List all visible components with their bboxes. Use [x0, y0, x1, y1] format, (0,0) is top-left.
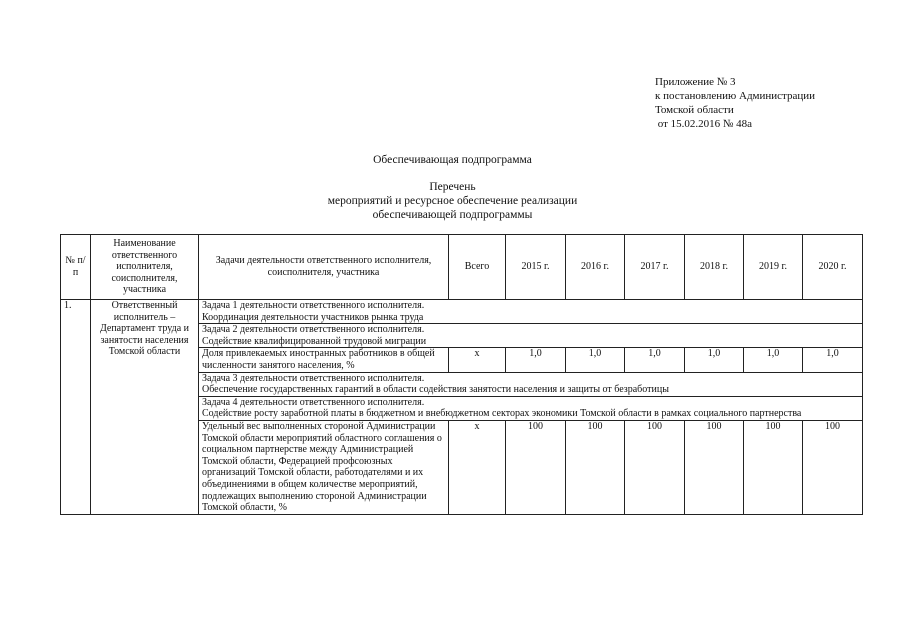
task1-text: Координация деятельности участников рынка труда — [202, 311, 424, 323]
indicator2-name: Удельный вес выполненных стороной Администрации Томской области мероприятий областного соглашения о социальном партнерстве между Администрацией Томской области, Федерацией профсоюзных организаций Томской области, работодателями и их объединениями в общем количестве мероприятий, подлежащих выполнению стороной Администрации Томской области, % — [199, 420, 449, 514]
header-2017: 2017 г. — [625, 235, 685, 300]
indicator2-2018: 100 — [685, 420, 744, 514]
table-header-row — [61, 235, 863, 300]
task3-text: Обеспечение государственных гарантий в области содействия занятости населения и защиты от безработицы — [202, 384, 669, 396]
activities-table — [60, 234, 863, 515]
header-2020: 2020 г. — [803, 235, 863, 300]
task1-cell — [199, 300, 863, 324]
header-num: № п/п — [61, 235, 91, 300]
appendix-region: Томской области — [655, 104, 734, 116]
task2-cell — [199, 324, 863, 348]
task4-text: Содействие росту заработной платы в бюджетном и внебюджетном секторах экономики Томской области в рамках социального партнерства — [202, 408, 802, 420]
executor-name: Ответственный исполнитель – Департамент труда и занятости населения Томской области — [91, 300, 199, 515]
indicator1-total: х — [449, 348, 506, 372]
task1-title: Задача 1 деятельности ответственного исполнителя. — [202, 300, 425, 311]
list-title-line2: мероприятий и ресурсное обеспечение реализации — [327, 195, 578, 207]
header-tasks: Задачи деятельности ответственного исполнителя, соисполнителя, участника — [199, 235, 449, 300]
indicator1-2019: 1,0 — [744, 348, 803, 372]
list-title-line3: обеспечивающей подпрограммы — [372, 209, 533, 221]
indicator2-total: х — [449, 420, 506, 514]
indicator2-2016: 100 — [566, 420, 625, 514]
indicator2-2019: 100 — [744, 420, 803, 514]
task4-cell — [199, 396, 863, 420]
task2-title: Задача 2 деятельности ответственного исполнителя. — [202, 324, 425, 336]
indicator1-2018: 1,0 — [685, 348, 744, 372]
list-title — [0, 180, 905, 222]
appendix-number: Приложение № 3 — [655, 76, 736, 88]
appendix-header — [655, 75, 815, 131]
task2-text: Содействие квалифицированной трудовой миграции — [202, 335, 427, 347]
task4-title: Задача 4 деятельности ответственного исполнителя. — [202, 396, 425, 408]
header-2018: 2018 г. — [685, 235, 744, 300]
indicator2-2015: 100 — [506, 420, 566, 514]
list-title-line1: Перечень — [429, 181, 476, 193]
indicator2-2017: 100 — [625, 420, 685, 514]
row-number: 1. — [61, 300, 91, 515]
header-2015: 2015 г. — [506, 235, 566, 300]
task3-cell — [199, 372, 863, 396]
indicator1-name: Доля привлекаемых иностранных работников в общей численности занятого населения, % — [199, 348, 449, 372]
subprogram-title: Обеспечивающая подпрограмма — [373, 154, 532, 166]
appendix-resolution: к постановлению Администрации — [655, 90, 816, 102]
header-2019: 2019 г. — [744, 235, 803, 300]
indicator1-2020: 1,0 — [803, 348, 863, 372]
header-total: Всего — [449, 235, 506, 300]
table-row-task1 — [61, 300, 863, 324]
task3-title: Задача 3 деятельности ответственного исполнителя. — [202, 372, 425, 384]
header-2016: 2016 г. — [566, 235, 625, 300]
header-executor: Наименование ответственного исполнителя, соисполнителя, участника — [91, 235, 199, 300]
indicator1-2017: 1,0 — [625, 348, 685, 372]
indicator1-2016: 1,0 — [566, 348, 625, 372]
indicator1-2015: 1,0 — [506, 348, 566, 372]
indicator2-2020: 100 — [803, 420, 863, 514]
appendix-date: от 15.02.2016 № 48а — [655, 118, 753, 130]
